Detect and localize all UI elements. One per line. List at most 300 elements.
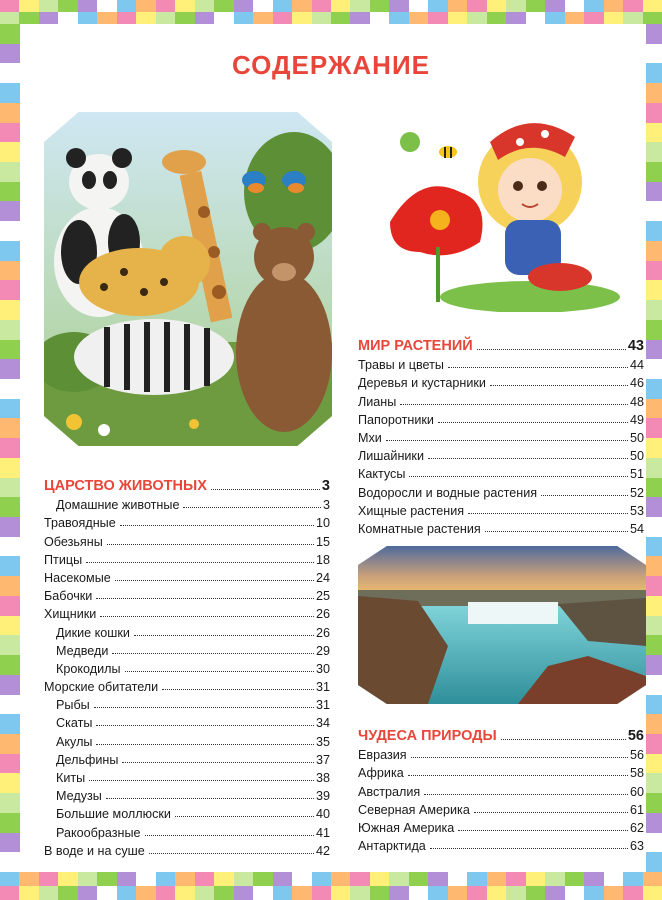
border-square (428, 872, 447, 886)
border-square (117, 872, 136, 886)
toc-page-number: 44 (629, 358, 644, 373)
border-square (0, 182, 20, 202)
border-square (448, 12, 467, 24)
border-square (448, 0, 467, 12)
border-square (0, 418, 20, 438)
border-square (646, 142, 662, 162)
border-square (78, 872, 97, 886)
border-square (487, 872, 506, 886)
dot-leader (424, 794, 628, 795)
border-square (646, 497, 662, 517)
border-square (0, 655, 20, 675)
toc-entry-label: Ракообразные (56, 825, 141, 840)
dot-leader (100, 616, 314, 617)
toc-entry[interactable] (44, 530, 330, 548)
toc-entry-label: Хищники (44, 607, 97, 622)
toc-entry-label: Медузы (56, 789, 102, 804)
toc-entry[interactable] (358, 518, 644, 536)
dot-leader (120, 525, 314, 526)
toc-page-number: 42 (315, 843, 330, 858)
toc-entry-label: МИР РАСТЕНИЙ (358, 338, 473, 354)
border-square (175, 12, 194, 24)
checker-border-right (646, 24, 662, 872)
dot-leader (96, 598, 314, 599)
border-square (623, 12, 642, 24)
border-square (0, 24, 20, 44)
border-square (467, 886, 486, 900)
toc-entry-label: Травы и цветы (358, 358, 444, 373)
toc-entry[interactable] (358, 744, 644, 762)
toc-entry-label: Медведи (56, 643, 109, 658)
border-square (0, 359, 20, 379)
dot-leader (162, 689, 314, 690)
wild-animals-illustration (44, 112, 332, 446)
toc-page-number: 31 (315, 680, 330, 695)
border-square (409, 886, 428, 900)
toc-page-number: 63 (629, 839, 644, 854)
border-square (370, 872, 389, 886)
border-square (409, 12, 428, 24)
toc-entry[interactable] (44, 676, 330, 694)
toc-entry-label: Акулы (56, 734, 93, 749)
dot-leader (211, 489, 320, 490)
border-square (646, 852, 662, 872)
border-square (0, 852, 20, 872)
border-square (58, 12, 77, 24)
border-square (292, 12, 311, 24)
toc-page-number: 35 (315, 734, 330, 749)
toc-entry-label: Южная Америка (358, 820, 455, 835)
dot-leader (438, 422, 628, 423)
dot-leader (386, 440, 628, 441)
toc-entry[interactable] (358, 799, 644, 817)
border-square (0, 556, 20, 576)
border-square (19, 886, 38, 900)
border-square (0, 478, 20, 498)
toc-entry[interactable] (358, 780, 644, 798)
toc-entry[interactable] (44, 803, 330, 821)
border-square (0, 103, 20, 123)
toc-page-number: 62 (629, 820, 644, 835)
border-square (428, 12, 447, 24)
toc-entry-label: Водоросли и водные растения (358, 485, 538, 500)
border-square (565, 872, 584, 886)
border-square (646, 280, 662, 300)
border-square (195, 886, 214, 900)
border-square (195, 12, 214, 24)
dot-leader (112, 653, 314, 654)
border-square (646, 616, 662, 636)
border-square (604, 0, 623, 12)
toc-entry-label: Домашние животные (56, 498, 180, 513)
toc-page-number: 31 (315, 698, 330, 713)
border-square (448, 872, 467, 886)
border-square (643, 886, 662, 900)
border-square (0, 340, 20, 360)
border-square (0, 773, 20, 793)
toc-entry[interactable] (44, 694, 330, 712)
border-square (292, 886, 311, 900)
border-square (623, 886, 642, 900)
border-square (389, 886, 408, 900)
red-flower (390, 132, 483, 302)
border-square (487, 12, 506, 24)
toc-page-number: 52 (629, 485, 644, 500)
dot-leader (122, 762, 314, 763)
toc-entry[interactable] (358, 372, 644, 390)
toc-page-number: 54 (629, 521, 644, 536)
border-square (0, 734, 20, 754)
border-square (584, 0, 603, 12)
toc-page-number: 61 (629, 802, 644, 817)
border-square (273, 12, 292, 24)
dot-leader (86, 562, 314, 563)
border-square (156, 886, 175, 900)
border-square (117, 12, 136, 24)
toc-entry[interactable] (358, 463, 644, 481)
border-square (428, 0, 447, 12)
border-square (0, 379, 20, 399)
toc-entry[interactable] (358, 500, 644, 518)
border-square (0, 201, 20, 221)
toc-entry[interactable] (44, 840, 330, 858)
dot-leader (468, 513, 628, 514)
dot-leader (474, 812, 628, 813)
border-square (0, 616, 20, 636)
border-square (0, 399, 20, 419)
dot-leader (94, 707, 314, 708)
toc-entry-label: В воде и на суше (44, 843, 145, 858)
border-square (565, 886, 584, 900)
border-square (273, 886, 292, 900)
dot-leader (125, 671, 314, 672)
border-square (312, 12, 331, 24)
toc-entry[interactable] (44, 640, 330, 658)
border-square (370, 886, 389, 900)
border-square (646, 596, 662, 616)
toc-entry[interactable] (44, 767, 330, 785)
border-square (39, 12, 58, 24)
border-square (0, 537, 20, 557)
border-square (0, 695, 20, 715)
toc-page-number: 58 (629, 766, 644, 781)
border-square (0, 438, 20, 458)
toc-entry-label: Северная Америка (358, 802, 470, 817)
toc-page-number: 10 (315, 516, 330, 531)
toc-heading-nature[interactable] (358, 720, 644, 744)
border-square (646, 241, 662, 261)
border-square (545, 872, 564, 886)
border-square (117, 0, 136, 12)
toc-entry[interactable] (44, 512, 330, 530)
border-square (526, 872, 545, 886)
dot-leader (175, 816, 314, 817)
border-square (136, 12, 155, 24)
border-square (253, 872, 272, 886)
dot-leader (490, 385, 628, 386)
border-square (646, 478, 662, 498)
border-square (389, 0, 408, 12)
dot-leader (96, 725, 314, 726)
dot-leader (96, 744, 314, 745)
border-square (0, 886, 19, 900)
toc-page-number: 29 (315, 643, 330, 658)
border-square (584, 12, 603, 24)
toc-entry-label: Рыбы (56, 698, 90, 713)
border-square (350, 12, 369, 24)
toc-entry[interactable] (44, 494, 330, 512)
dot-leader (149, 853, 314, 854)
border-square (604, 886, 623, 900)
border-square (234, 886, 253, 900)
border-square (646, 675, 662, 695)
toc-entry[interactable] (44, 821, 330, 839)
toc-entry-label: ЧУДЕСА ПРИРОДЫ (358, 728, 497, 744)
border-square (646, 655, 662, 675)
border-square (19, 872, 38, 886)
border-square (646, 813, 662, 833)
border-square (195, 0, 214, 12)
toc-entry-label: Деревья и кустарники (358, 376, 486, 391)
border-square (646, 123, 662, 143)
border-square (0, 320, 20, 340)
border-square (565, 0, 584, 12)
toc-entry[interactable] (358, 762, 644, 780)
toc-page-number: 3 (321, 478, 330, 494)
border-square (0, 517, 20, 537)
toc-entry-label: Антарктида (358, 839, 426, 854)
toc-entry-label: Мхи (358, 430, 382, 445)
toc-page-number: 50 (629, 449, 644, 464)
border-square (0, 813, 20, 833)
border-square (117, 886, 136, 900)
border-square (646, 182, 662, 202)
toc-entry[interactable] (44, 621, 330, 639)
toc-entry[interactable] (358, 481, 644, 499)
border-square (273, 872, 292, 886)
waterfall-photo (358, 546, 646, 704)
toc-entry[interactable] (358, 409, 644, 427)
dot-leader (541, 495, 628, 496)
border-square (253, 0, 272, 12)
toc-entry-label: Скаты (56, 716, 93, 731)
border-square (292, 0, 311, 12)
toc-entry-label: Обезьяны (44, 534, 103, 549)
border-square (646, 556, 662, 576)
girl-figure (478, 123, 592, 291)
toc-entry-label: Птицы (44, 552, 83, 567)
border-square (312, 0, 331, 12)
border-square (389, 12, 408, 24)
dot-leader (408, 775, 628, 776)
border-square (646, 695, 662, 715)
toc-page-number: 3 (322, 498, 330, 513)
border-square (195, 872, 214, 886)
toc-entry-label: Кактусы (358, 467, 406, 482)
border-square (19, 12, 38, 24)
toc-entry[interactable] (358, 427, 644, 445)
toc-page-number: 41 (315, 825, 330, 840)
toc-entry[interactable] (358, 390, 644, 408)
toc-entry[interactable] (44, 585, 330, 603)
border-square (467, 0, 486, 12)
border-square (646, 162, 662, 182)
toc-page-number: 24 (315, 570, 330, 585)
border-square (350, 872, 369, 886)
border-square (370, 12, 389, 24)
border-square (39, 886, 58, 900)
border-square (646, 537, 662, 557)
toc-entry-label: Травоядные (44, 516, 116, 531)
border-square (506, 0, 525, 12)
border-square (643, 12, 662, 24)
border-square (646, 399, 662, 419)
border-square (545, 0, 564, 12)
border-square (646, 340, 662, 360)
toc-entry-label: Киты (56, 771, 86, 785)
dot-leader (89, 780, 314, 781)
toc-page-number: 40 (315, 807, 330, 822)
toc-entry-label: Бабочки (44, 589, 93, 604)
toc-page-number: 34 (315, 716, 330, 731)
border-square (526, 12, 545, 24)
border-square (0, 872, 19, 886)
toc-entry-label: Хищные растения (358, 503, 465, 518)
toc-page-number: 46 (629, 376, 644, 391)
toc-entry-label: Большие моллюски (56, 807, 171, 822)
border-square (0, 241, 20, 261)
dot-leader (183, 507, 321, 508)
toc-entry[interactable] (44, 603, 330, 621)
toc-entry-label: Евразия (358, 748, 407, 763)
toc-page-number: 43 (627, 338, 644, 354)
toc-entry[interactable] (44, 567, 330, 585)
border-square (646, 714, 662, 734)
toc-page-number: 56 (629, 748, 644, 763)
border-square (78, 12, 97, 24)
toc-page-number: 53 (629, 503, 644, 518)
border-square (234, 12, 253, 24)
border-square (646, 773, 662, 793)
border-square (58, 0, 77, 12)
border-square (214, 886, 233, 900)
border-square (389, 872, 408, 886)
border-square (646, 221, 662, 241)
border-square (331, 886, 350, 900)
toc-entry[interactable] (44, 749, 330, 767)
border-square (136, 0, 155, 12)
border-square (646, 359, 662, 379)
border-square (370, 0, 389, 12)
border-square (136, 872, 155, 886)
border-square (646, 201, 662, 221)
border-square (0, 142, 20, 162)
border-square (646, 83, 662, 103)
border-square (0, 458, 20, 478)
toc-section-animals (44, 470, 330, 858)
border-square (39, 872, 58, 886)
border-square (526, 0, 545, 12)
border-square (97, 0, 116, 12)
dot-leader (106, 798, 314, 799)
border-square (156, 12, 175, 24)
toc-entry-label: Африка (358, 766, 404, 781)
toc-entry-label: Папоротники (358, 412, 434, 427)
toc-entry[interactable] (44, 658, 330, 676)
toc-entry[interactable] (44, 785, 330, 803)
toc-section-nature (358, 720, 644, 853)
border-square (0, 596, 20, 616)
border-square (646, 261, 662, 281)
toc-entry[interactable] (44, 712, 330, 730)
toc-page-number: 49 (629, 412, 644, 427)
border-square (331, 872, 350, 886)
border-square (545, 886, 564, 900)
border-square (175, 0, 194, 12)
border-square (331, 12, 350, 24)
dot-leader (428, 458, 628, 459)
border-square (584, 872, 603, 886)
toc-entry-label: Комнатные растения (358, 521, 481, 536)
border-square (646, 517, 662, 537)
dot-leader (485, 531, 628, 532)
border-square (97, 872, 116, 886)
border-square (0, 221, 20, 241)
page-title: СОДЕРЖАНИЕ (232, 50, 430, 80)
zebra-figure (74, 319, 234, 395)
toc-heading-plants[interactable] (358, 330, 644, 354)
toc-entry[interactable] (358, 835, 644, 853)
checker-border-bottom (0, 872, 662, 900)
border-square (623, 872, 642, 886)
toc-page-number: 56 (627, 728, 644, 744)
toc-page-number: 15 (315, 534, 330, 549)
border-square (0, 0, 19, 12)
toc-entry[interactable] (358, 817, 644, 835)
toc-page-number: 60 (629, 784, 644, 799)
border-square (565, 12, 584, 24)
border-square (646, 103, 662, 123)
border-square (97, 886, 116, 900)
border-square (58, 872, 77, 886)
toc-entry[interactable] (44, 730, 330, 748)
toc-page-number: 37 (315, 752, 330, 767)
border-square (409, 872, 428, 886)
border-square (545, 12, 564, 24)
toc-entry-label: Австралия (358, 784, 421, 799)
toc-entry[interactable] (358, 354, 644, 372)
toc-entry[interactable] (44, 549, 330, 567)
border-square (646, 635, 662, 655)
dot-leader (107, 544, 314, 545)
toc-heading-animals[interactable] (44, 470, 330, 494)
border-square (214, 12, 233, 24)
border-square (409, 0, 428, 12)
border-square (78, 0, 97, 12)
border-square (175, 886, 194, 900)
toc-entry[interactable] (358, 445, 644, 463)
dot-leader (448, 367, 628, 368)
girl-with-flower-illustration (380, 112, 620, 312)
border-square (0, 793, 20, 813)
border-square (487, 0, 506, 12)
border-square (175, 872, 194, 886)
border-square (646, 24, 662, 44)
border-square (604, 12, 623, 24)
toc-page-number: 39 (315, 789, 330, 804)
dot-leader (400, 404, 628, 405)
border-square (526, 886, 545, 900)
